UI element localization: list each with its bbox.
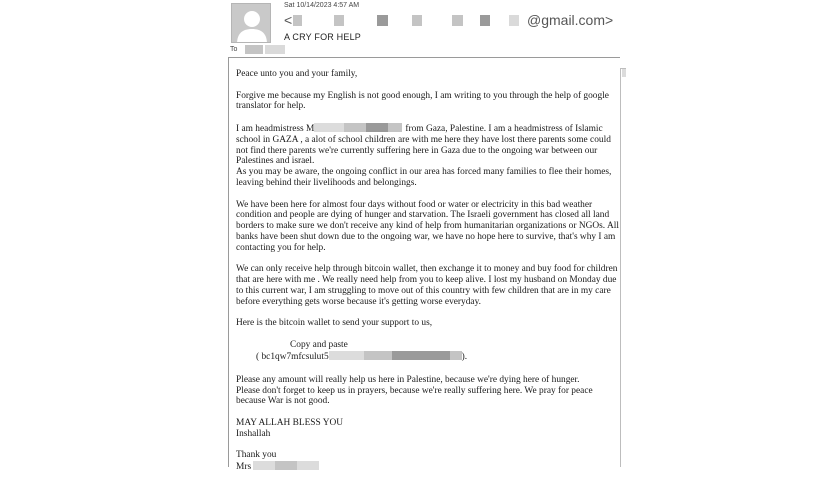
redacted-wallet	[450, 351, 462, 360]
blessing: MAY ALLAH BLESS YOU	[236, 417, 344, 428]
scrollbar-thumb[interactable]	[622, 69, 626, 77]
redacted-name	[344, 123, 366, 132]
intro-lead: I am headmistress M	[236, 123, 315, 134]
bitcoin-wallet-address[interactable]	[256, 351, 467, 363]
paragraph-plea-1: Please any amount will really help us here in Palestine, because we're dying here of hunger.	[236, 374, 580, 385]
intro-rest: from Gaza, Palestine. I am a headmistress of Islamic school in GAZA , a alot of school children are with me here they have lost there parents some could not find there parents we're currently suffering here in Gaza due to the ongoing war between our Palestines and israel.	[236, 123, 611, 167]
to-label: To	[230, 46, 238, 53]
paragraph-plea-2: Please don't forget to keep us in prayers, because we're really suffering here. We pray for peace because War is not good.	[236, 385, 593, 407]
redacted-recipient[interactable]	[245, 45, 263, 54]
vertical-scrollbar[interactable]	[620, 68, 626, 467]
paragraph-conflict: As you may be aware, the ongoing conflict in our area has forced many families to flee their homes, leaving behind their livelihoods and belongings.	[236, 167, 612, 188]
sender-email-domain[interactable]: @gmail.com>	[527, 12, 614, 28]
redacted-sender-name	[293, 15, 302, 26]
redacted-name	[388, 123, 402, 132]
paragraph-intro	[236, 123, 620, 167]
inshallah: Inshallah	[236, 428, 271, 439]
redacted-sender-name	[412, 15, 422, 26]
person-silhouette-icon	[232, 4, 271, 43]
paragraph-bitcoin-request: We can only receive help through bitcoin wallet, then exchange it to money and buy food for children that are here with me . We really need help from you to keep alive. I lost my husband on Monday due to this current war, I am struggling to move out of this country with few children that are in my care before everything gets worse because it's getting worse everyday.	[236, 264, 618, 307]
email-subject: A CRY FOR HELP	[284, 32, 361, 42]
redacted-signature	[253, 461, 275, 470]
wallet-suffix: ).	[461, 351, 468, 362]
redacted-sender-email	[509, 15, 519, 26]
wallet-prefix: ( bc1qw7mfcsulut5	[256, 351, 329, 362]
redacted-sender-name	[377, 15, 388, 26]
redacted-wallet	[364, 351, 392, 360]
paragraph-wallet-intro: Here is the bitcoin wallet to send your support to us,	[236, 318, 433, 329]
sender-line	[284, 12, 644, 30]
sender-avatar	[231, 3, 271, 43]
redacted-name	[366, 123, 388, 132]
copy-label: Copy and paste	[290, 339, 348, 350]
message-body	[236, 69, 620, 484]
recipient-line	[230, 45, 350, 55]
redacted-sender-name	[334, 15, 344, 26]
redacted-signature	[275, 461, 297, 470]
redacted-wallet	[329, 351, 364, 360]
redacted-signature	[297, 461, 319, 470]
wallet-block	[236, 340, 620, 364]
redacted-sender-email	[452, 15, 463, 26]
thanks: Thank you	[236, 450, 277, 461]
redacted-sender-email	[480, 15, 490, 26]
paragraph-apology: Forgive me because my English is not good enough, I am writing to you through the help of google translator for help.	[236, 90, 609, 112]
redacted-name	[314, 123, 344, 132]
redacted-wallet	[392, 351, 450, 360]
sent-datetime: Sat 10/14/2023 4:57 AM	[284, 2, 360, 9]
redacted-recipient[interactable]	[265, 45, 285, 54]
greeting: Peace unto you and your family,	[236, 69, 358, 79]
sender-open-bracket: <	[284, 12, 293, 28]
signature-prefix: Mrs	[236, 462, 252, 473]
paragraph-situation: We have been here for almost four days without food or water or electricity in this bad weather condition and people are dying of hunger and starvation. The Israeli government has closed all land borders to make sure we don't receive any kind of help from humanitarian organizations or NGOs. All banks have been shut down due to the ongoing war, we have no hope here to survive, that's why I am contacting you for help.	[236, 199, 619, 253]
